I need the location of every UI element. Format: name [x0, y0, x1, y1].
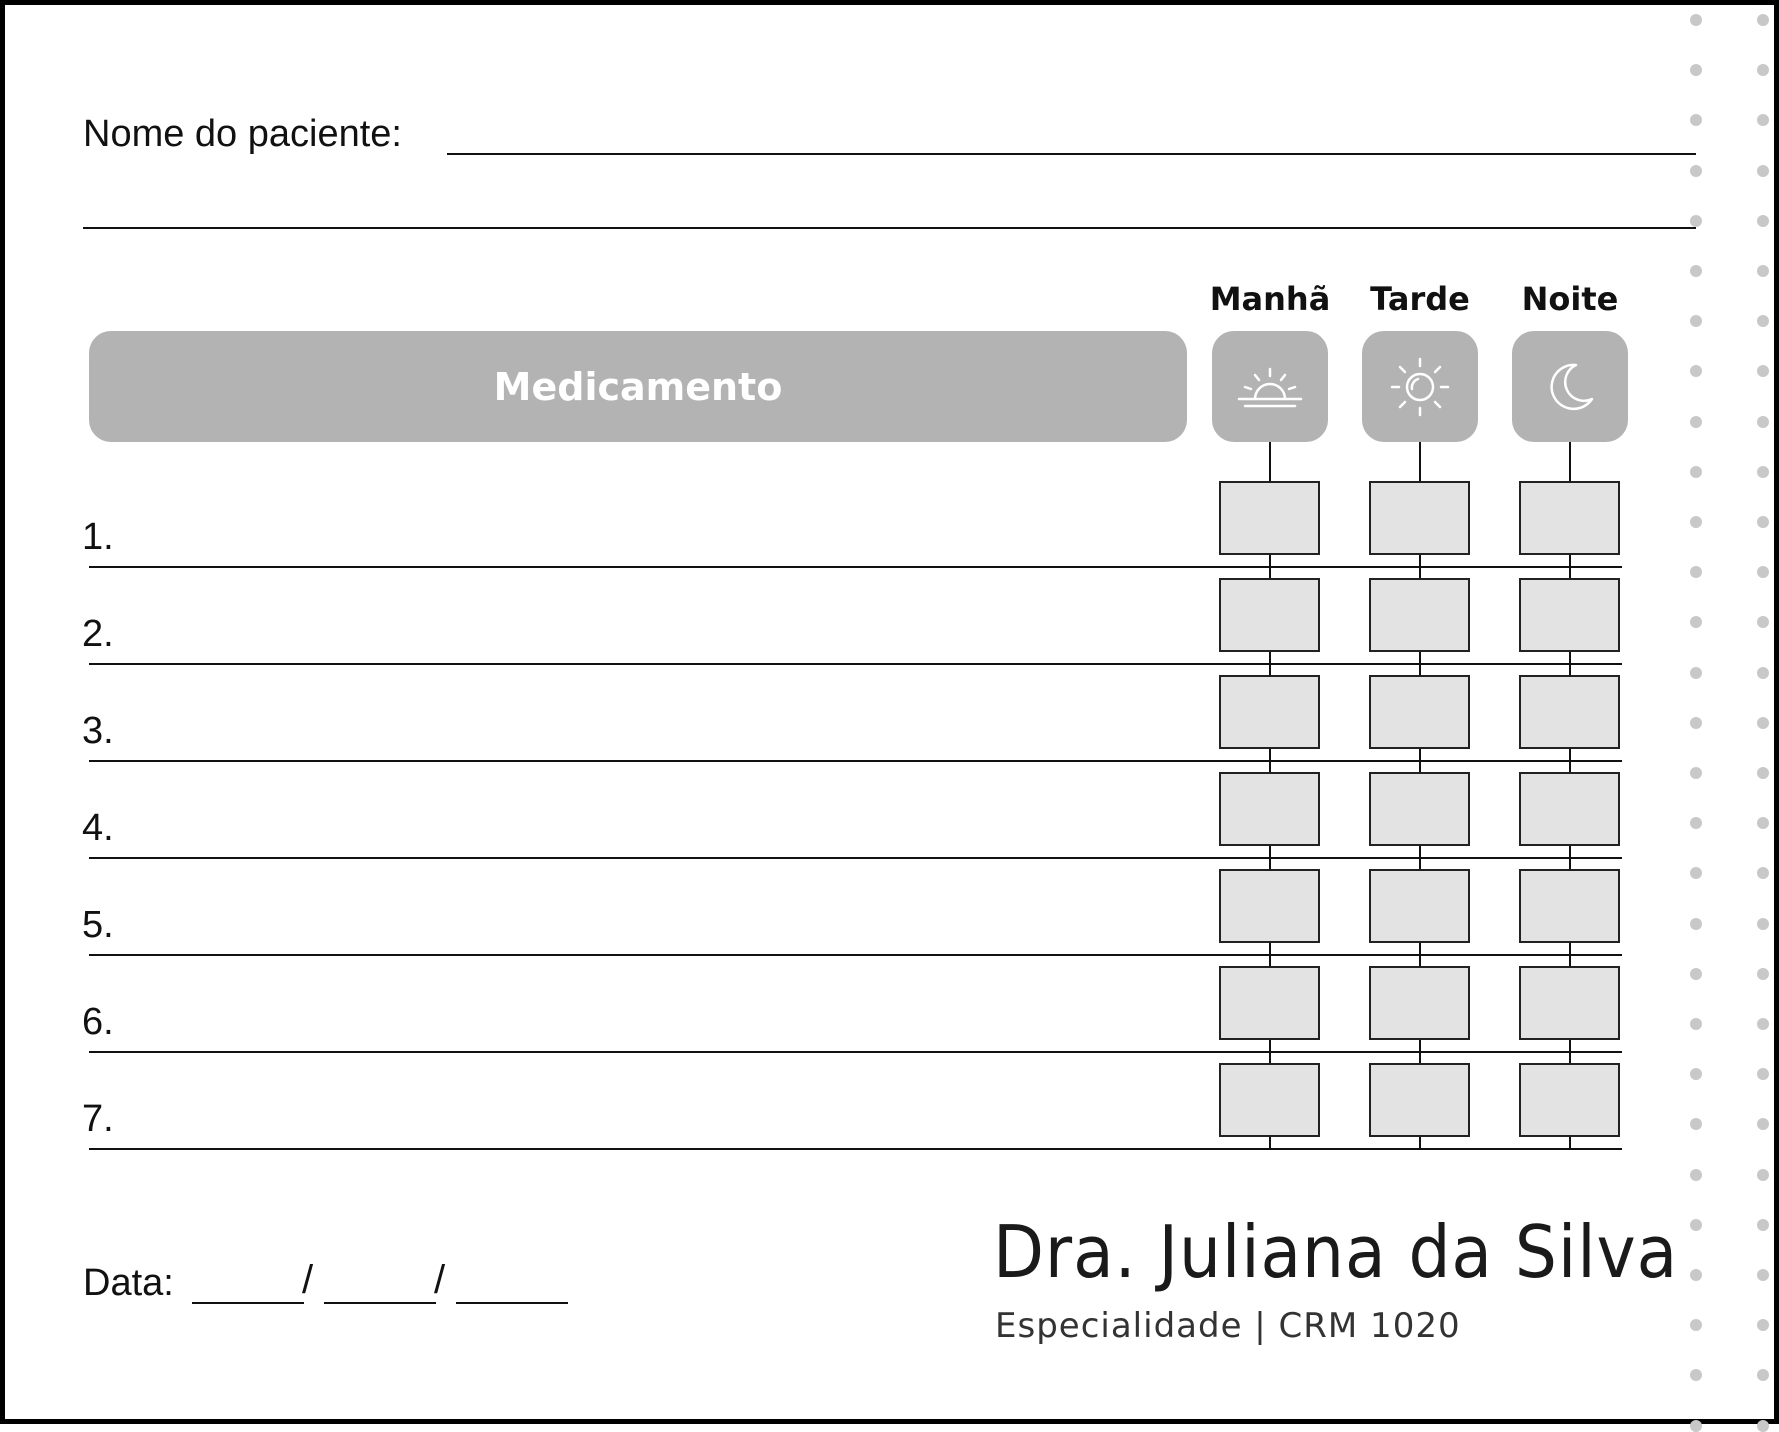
perforation-dot [1690, 1420, 1702, 1432]
perforation-dot [1690, 817, 1702, 829]
perforation-dot [1757, 1118, 1769, 1130]
perforation-dot [1757, 566, 1769, 578]
perforation-dot [1757, 867, 1769, 879]
perforation-dot [1757, 365, 1769, 377]
morning-icon-box [1212, 331, 1328, 442]
perforation-dot [1757, 1169, 1769, 1181]
perforation-dot [1757, 1420, 1769, 1432]
perforation-dot [1757, 516, 1769, 528]
perforation-dot [1757, 1018, 1769, 1030]
checkbox-morning[interactable] [1219, 1063, 1320, 1137]
perforation-dot [1757, 466, 1769, 478]
date-day-line[interactable] [192, 1302, 304, 1304]
date-month-line[interactable] [324, 1302, 436, 1304]
checkbox-night[interactable] [1519, 772, 1620, 846]
perforation-dot [1690, 667, 1702, 679]
checkbox-night[interactable] [1519, 869, 1620, 943]
perforation-dot [1690, 566, 1702, 578]
sunrise-icon [1235, 365, 1305, 409]
perforation-dot [1757, 616, 1769, 628]
checkbox-afternoon[interactable] [1369, 772, 1470, 846]
column-title-morning: Manhã [1209, 280, 1331, 318]
perforation-dot [1757, 717, 1769, 729]
perforation-dot [1690, 1018, 1702, 1030]
checkbox-night[interactable] [1519, 1063, 1620, 1137]
perforation-dot [1757, 667, 1769, 679]
perforation-dot [1757, 315, 1769, 327]
patient-name-line[interactable] [447, 153, 1696, 155]
medication-line[interactable] [89, 857, 1622, 859]
perforation-dot [1757, 817, 1769, 829]
row-number: 2. [82, 613, 114, 655]
perforation-dot [1757, 1269, 1769, 1281]
medication-line[interactable] [89, 1148, 1622, 1150]
perforation-dot [1757, 165, 1769, 177]
perforation-dot [1690, 1169, 1702, 1181]
perforation-dot [1690, 466, 1702, 478]
perforation-dot [1690, 516, 1702, 528]
row-number: 7. [82, 1098, 114, 1140]
row-number: 4. [82, 807, 114, 849]
perforation-dot [1690, 717, 1702, 729]
perforation-dot [1757, 14, 1769, 26]
afternoon-icon-box [1362, 331, 1478, 442]
perforation-dot [1690, 1319, 1702, 1331]
perforation-right [1757, 0, 1769, 1424]
perforation-dot [1690, 616, 1702, 628]
medication-line[interactable] [89, 954, 1622, 956]
perforation-dot [1690, 114, 1702, 126]
column-title-night: Noite [1521, 280, 1619, 318]
checkbox-morning[interactable] [1219, 869, 1320, 943]
date-year-line[interactable] [456, 1302, 568, 1304]
perforation-dot [1690, 1118, 1702, 1130]
perforation-dot [1757, 918, 1769, 930]
perforation-dot [1690, 1269, 1702, 1281]
column-title-afternoon: Tarde [1370, 280, 1470, 318]
row-number: 5. [82, 904, 114, 946]
date-separator-2: / [434, 1258, 446, 1302]
medication-line[interactable] [89, 1051, 1622, 1053]
perforation-dot [1757, 1219, 1769, 1231]
perforation-dot [1690, 1068, 1702, 1080]
perforation-dot [1757, 114, 1769, 126]
perforation-left [1690, 0, 1702, 1424]
checkbox-night[interactable] [1519, 481, 1620, 555]
perforation-dot [1690, 365, 1702, 377]
date-label: Data: [83, 1262, 174, 1304]
moon-icon [1542, 359, 1598, 415]
medication-line[interactable] [89, 760, 1622, 762]
perforation-dot [1757, 767, 1769, 779]
perforation-dot [1757, 968, 1769, 980]
checkbox-morning[interactable] [1219, 966, 1320, 1040]
patient-name-line-2[interactable] [83, 227, 1696, 229]
perforation-dot [1757, 1068, 1769, 1080]
night-icon-box [1512, 331, 1628, 442]
perforation-dot [1690, 1369, 1702, 1381]
perforation-dot [1757, 1319, 1769, 1331]
perforation-dot [1690, 215, 1702, 227]
checkbox-morning[interactable] [1219, 578, 1320, 652]
perforation-dot [1757, 416, 1769, 428]
row-number: 3. [82, 710, 114, 752]
row-number: 1. [82, 516, 114, 558]
patient-name-label: Nome do paciente: [83, 113, 402, 155]
perforation-dot [1690, 64, 1702, 76]
row-number: 6. [82, 1001, 114, 1043]
checkbox-afternoon[interactable] [1369, 1063, 1470, 1137]
perforation-dot [1757, 265, 1769, 277]
perforation-dot [1757, 215, 1769, 227]
checkbox-morning[interactable] [1219, 675, 1320, 749]
perforation-dot [1757, 1369, 1769, 1381]
perforation-dot [1690, 265, 1702, 277]
doctor-credentials: Especialidade | CRM 1020 [995, 1306, 1461, 1346]
sun-icon [1388, 355, 1452, 419]
medication-line[interactable] [89, 663, 1622, 665]
checkbox-afternoon[interactable] [1369, 481, 1470, 555]
perforation-dot [1690, 416, 1702, 428]
perforation-dot [1690, 165, 1702, 177]
checkbox-afternoon[interactable] [1369, 966, 1470, 1040]
date-separator-1: / [302, 1258, 314, 1302]
medication-line[interactable] [89, 566, 1622, 568]
checkbox-afternoon[interactable] [1369, 578, 1470, 652]
checkbox-night[interactable] [1519, 966, 1620, 1040]
perforation-dot [1690, 14, 1702, 26]
checkbox-afternoon[interactable] [1369, 675, 1470, 749]
checkbox-afternoon[interactable] [1369, 869, 1470, 943]
checkbox-morning[interactable] [1219, 481, 1320, 555]
perforation-dot [1690, 315, 1702, 327]
perforation-dot [1690, 867, 1702, 879]
checkbox-morning[interactable] [1219, 772, 1320, 846]
perforation-dot [1757, 64, 1769, 76]
perforation-dot [1690, 918, 1702, 930]
medication-header: Medicamento [89, 331, 1187, 442]
perforation-dot [1690, 1219, 1702, 1231]
perforation-dot [1690, 968, 1702, 980]
checkbox-night[interactable] [1519, 675, 1620, 749]
doctor-name: Dra. Juliana da Silva [993, 1210, 1679, 1294]
perforation-dot [1690, 767, 1702, 779]
checkbox-night[interactable] [1519, 578, 1620, 652]
